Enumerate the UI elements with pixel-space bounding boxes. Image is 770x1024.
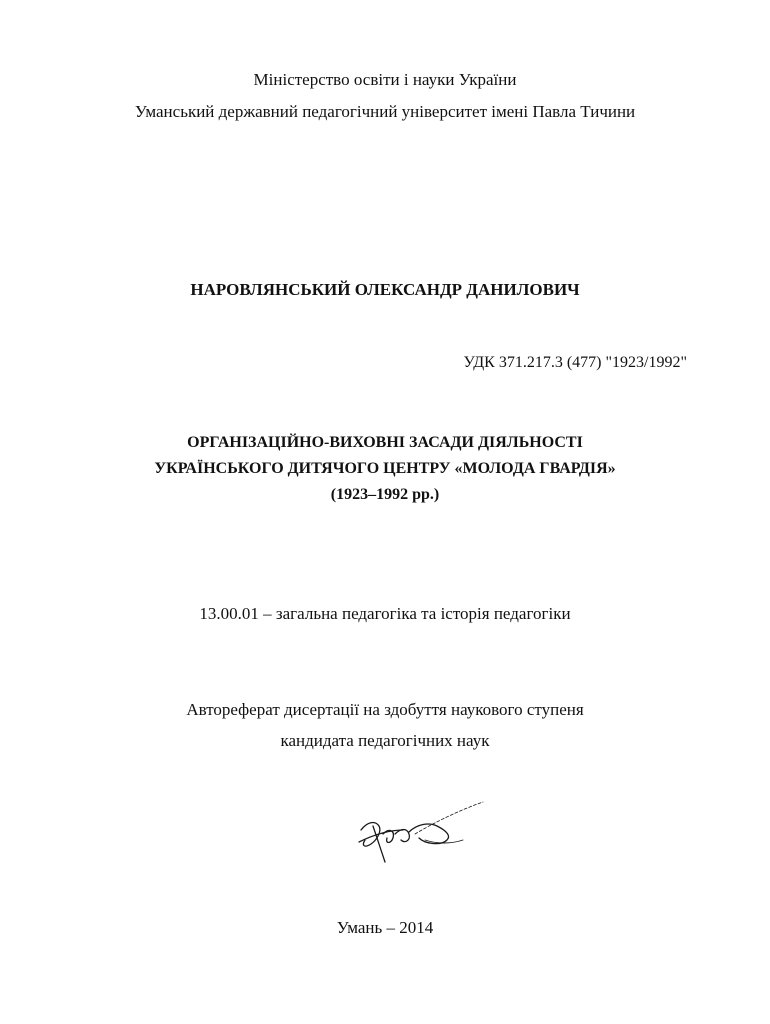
title-line-3: (1923–1992 рр.) — [330, 486, 440, 503]
ministry-name: Міністерство освіти і науки України — [253, 70, 517, 89]
title-line-2: УКРАЇНСЬКОГО ДИТЯЧОГО ЦЕНТРУ «МОЛОДА ГВАРДІЯ» — [154, 460, 616, 477]
author-name: НАРОВЛЯНСЬКИЙ ОЛЕКСАНДР ДАНИЛОВИЧ — [190, 280, 580, 299]
author-signature — [355, 800, 490, 870]
title-line-1: ОРГАНІЗАЦІЙНО-ВИХОВНІ ЗАСАДИ ДІЯЛЬНОСТІ — [187, 434, 583, 451]
university-name: Уманський державний педагогічний університет імені Павла Тичини — [134, 102, 636, 121]
degree-line-2: кандидата педагогічних наук — [280, 731, 490, 750]
degree-line-1: Автореферат дисертації на здобуття наукового ступеня — [186, 700, 584, 719]
specialty-code: 13.00.01 – загальна педагогіка та історія педагогіки — [199, 604, 571, 623]
udk-code: УДК 371.217.3 (477) "1923/1992" — [463, 354, 687, 371]
place-and-year: Умань – 2014 — [336, 918, 434, 937]
